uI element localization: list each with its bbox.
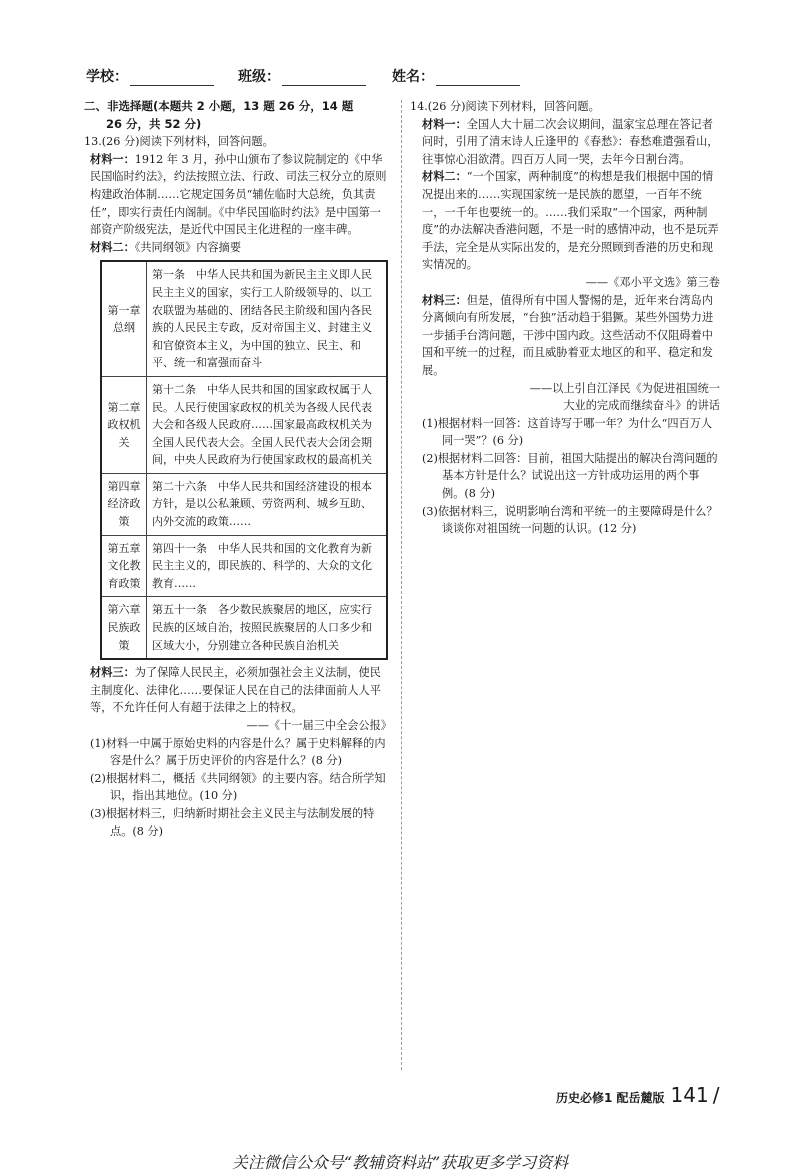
class-blank[interactable]: [282, 71, 366, 86]
article-cell: 第一条 中华人民共和国为新民主主义即人民民主主义的国家，实行工人阶级领导的、以工农联盟为基础的、团结各民主阶级和国内各民族的人民民主专政，反对帝国主义、封建主义和官僚资本主义，为中国的独立、民主、和平、统一和富强而奋斗: [147, 261, 388, 376]
q13-m2-text: 《共同纲领》内容摘要: [134, 240, 242, 254]
chapter-cell: 第四章经济政策: [101, 473, 147, 535]
q14-m2-text: “一个国家，两种制度”的构想是我们根据中国的情况提出来的……实现国家统一是民族的愿望，一百年不统一，一千年也要统一的。……我们采取“一个国家，两种制度”的办法解决香港问题，不是一时的感情冲动，也不是玩弄手法，完全是从实际出发的，是充分照顾到香港的历史和现实情况的。: [422, 170, 719, 272]
q13-material2: [84, 239, 392, 257]
watermark-text: 关注微信公众号“教辅资料站”获取更多学习资料: [231, 1153, 569, 1172]
column-divider: [401, 100, 402, 1070]
table-row: [101, 261, 387, 376]
q13-sub2: (2)根据材料二，概括《共同纲领》的主要内容。结合所学知识，指出其地位。(10 分): [90, 771, 386, 803]
q14-m3-source: ——以上引自江泽民《为促进祖国统一大业的完成而继续奋斗》的讲话: [529, 381, 720, 413]
article-cell: 第十二条 中华人民共和国的国家政权属于人民。人民行使国家政权的机关为各级人民代表大会和各级人民政府……国家最高政权机关为全国人民代表大会。全国人民代表大会闭会期间，中央人民政府为行使国家政权的最高机关: [147, 376, 388, 473]
q13-m1-text: 1912 年 3 月，孙中山颁布了参议院制定的《中华民国临时约法》，约法按照立法、行政、司法三权分立的原则构建政治体制……它规定国务员“辅佐临时大总统，负其责任”，即实行责任内阁制。《中华民国临时约法》是中国第一部资产阶级宪法，是近代中国民主化进程的一座丰碑。: [90, 152, 387, 237]
school-blank[interactable]: [130, 71, 214, 86]
left-column: [84, 98, 392, 840]
name-field[interactable]: [392, 66, 520, 86]
article-cell: 第二十六条 中华人民共和国经济建设的根本方针，是以公私兼顾、劳资两利、城乡互助、内外交流的政策……: [147, 473, 388, 535]
q14-m1-text: 全国人大十届二次会议期间，温家宝总理在答记者问时，引用了清末诗人丘逢甲的《春愁》：春愁难遣强看山，往事惊心泪欲潸。四百万人同一哭，去年今日割台湾。: [422, 117, 719, 166]
q13-sub1: (1)材料一中属于原始史料的内容是什么？属于史料解释的内容是什么？属于历史评价的内容是什么？(8 分): [90, 736, 386, 768]
q14-sub1: (1)根据材料一回答：这首诗写于哪一年？为什么“四百万人同一哭”？(6 分): [422, 416, 713, 448]
q13-m1-label: 材料一：: [90, 152, 135, 166]
q13-m3-label: 材料三：: [90, 666, 135, 680]
section-title-cont: 26 分，共 52 分): [106, 116, 202, 131]
page-footer: [556, 1083, 719, 1107]
article-cell: 第五十一条 各少数民族聚居的地区，应实行民族的区域自治，按照民族聚居的人口多少和区域大小，分别建立各种民族自治机关: [147, 597, 388, 659]
page-number: 141: [670, 1083, 709, 1107]
q14-material2: [410, 168, 720, 274]
chapter-cell: 第五章文化教育政策: [101, 535, 147, 597]
book-title: 历史必修1 配岳麓版: [556, 1091, 665, 1105]
table-row: [101, 535, 387, 597]
school-label: 学校：: [86, 69, 128, 85]
school-field[interactable]: [86, 66, 214, 86]
q14-m3-text: 但是，值得所有中国人警惕的是，近年来台湾岛内分离倾向有所发展，“台独”活动趋于猖獗。某些外国势力进一步插手台湾问题，干涉中国内政。这些活动不仅阻碍着中国和平统一的过程，而且威胁着亚太地区的和平、稳定和发展。: [422, 293, 714, 377]
q14-material3: [410, 292, 720, 380]
q13-sub3: (3)根据材料三，归纳新时期社会主义民主与法制发展的特点。(8 分): [90, 806, 375, 838]
q13-m3-source: ——《十一届三中全会公报》: [246, 719, 392, 732]
q13-material3: [84, 664, 392, 717]
section-title: 二、非选择题(本题共 2 小题，13 题 26 分，14 题: [84, 99, 354, 113]
q14-m2-source: ——《邓小平文选》第三卷: [585, 275, 720, 289]
table-row: [101, 473, 387, 535]
q14-stem: 14.(26 分)阅读下列材料，回答问题。: [410, 100, 600, 113]
common-program-table: [100, 260, 388, 660]
page-slash: /: [712, 1083, 720, 1107]
article-cell: 第四十一条 中华人民共和国的文化教育为新民主主义的，即民族的、科学的、大众的文化教育……: [147, 535, 388, 597]
chapter-cell: 第六章民族政策: [101, 597, 147, 659]
q13-m3-text: 为了保障人民民主，必须加强社会主义法制，使民主制度化、法律化……要保证人民在自己的法律面前人人平等，不允许任何人有超于法律之上的特权。: [90, 666, 381, 715]
q14-m2-label: 材料二：: [422, 170, 467, 184]
q13-stem: 13.(26 分)阅读下列材料，回答问题。: [84, 135, 274, 149]
q13-material1: [84, 151, 392, 239]
q14-material1: [410, 116, 720, 169]
right-column: [410, 98, 720, 538]
name-blank[interactable]: [436, 71, 520, 86]
q14-m3-label: 材料三：: [422, 293, 467, 307]
class-label: 班级：: [238, 69, 280, 85]
chapter-cell: 第一章总纲: [101, 261, 147, 376]
table-row: [101, 597, 387, 659]
q14-sub3: (3)依据材料三，说明影响台湾和平统一的主要障碍是什么？谈谈你对祖国统一问题的认识。(12 分): [422, 504, 718, 536]
class-field[interactable]: [238, 66, 366, 86]
q14-m1-label: 材料一：: [422, 117, 467, 131]
chapter-cell: 第二章政权机关: [101, 376, 147, 473]
table-row: [101, 376, 387, 473]
q14-sub2: (2)根据材料二回答：目前，祖国大陆提出的解决台湾问题的基本方针是什么？试说出这一方针成功运用的两个事例。(8 分): [422, 451, 718, 501]
name-label: 姓名：: [392, 69, 434, 85]
q13-m2-label: 材料二：: [90, 240, 135, 254]
